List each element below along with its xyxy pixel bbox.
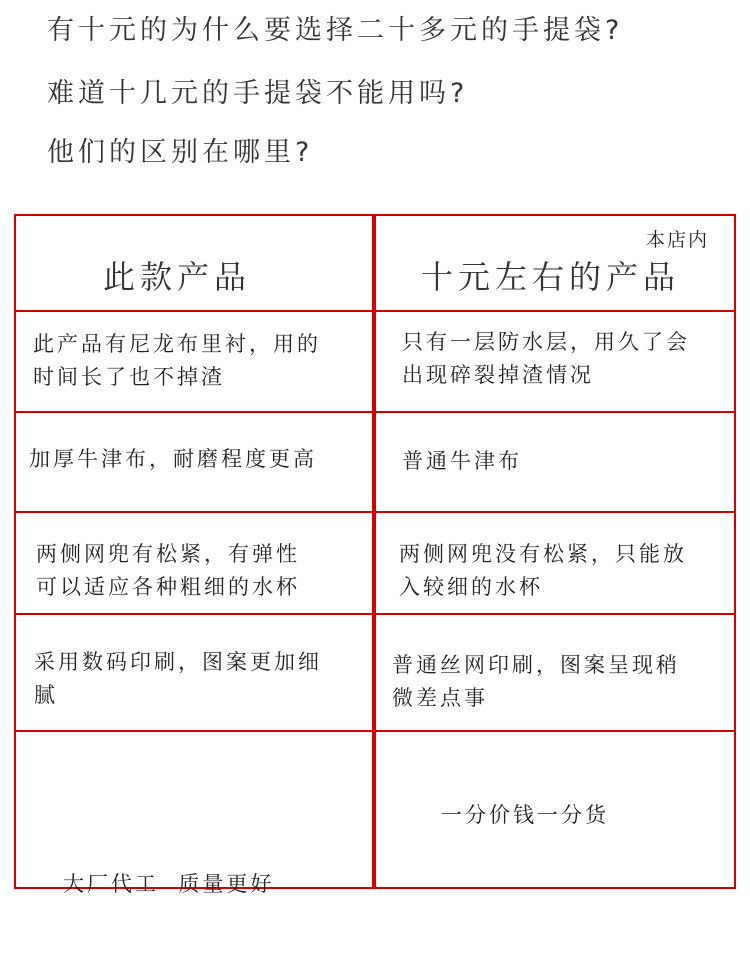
text-line: 可以适应各种粗细的水杯	[36, 575, 300, 599]
text-line: 时间长了也不掉渣	[33, 365, 225, 389]
row-4-right-text	[392, 649, 680, 715]
row-1-left-text	[33, 328, 321, 394]
intro-line-2: 难道十几元的手提袋不能用吗?	[47, 78, 469, 109]
row-5-left-text	[63, 802, 274, 967]
text-line: 采用数码印刷，图案更加细	[34, 650, 322, 674]
text-line: 两侧网兜没有松紧，只能放	[399, 542, 687, 566]
text-line: 普通牛津布	[402, 449, 522, 473]
text-line: 腻	[34, 683, 58, 707]
text-line: 微差点事	[392, 686, 488, 710]
comparison-table	[14, 214, 736, 896]
text-line: 普通丝网印刷，图案呈现稍	[392, 653, 680, 677]
text-line: 大厂代工 质量更好	[63, 872, 275, 896]
text-line: 一分价钱一分货	[441, 803, 609, 827]
row-divider	[16, 511, 734, 513]
row-3-left-text	[36, 538, 300, 604]
text-line: 出现碎裂掉渣情况	[402, 363, 594, 387]
row-4-left-text	[34, 646, 322, 712]
row-1-right-text	[402, 326, 690, 392]
text-line: 入较细的水杯	[399, 575, 543, 599]
row-divider	[16, 730, 734, 732]
text-line: 只有一层防水层，用久了会	[402, 330, 690, 354]
text-line: 加厚牛津布，耐磨程度更高	[29, 447, 317, 471]
row-3-right-text	[399, 538, 687, 604]
row-divider	[16, 613, 734, 615]
right-header-note: 本店内	[646, 229, 710, 251]
right-column-header: 十元左右的产品	[421, 258, 681, 296]
row-2-left-text	[29, 443, 317, 476]
row-5-right-text	[441, 799, 609, 832]
intro-line-3: 他们的区别在哪里?	[47, 137, 314, 168]
text-line: 两侧网兜有松紧，有弹性	[36, 542, 300, 566]
intro-line-1: 有十元的为什么要选择二十多元的手提袋?	[47, 15, 624, 46]
row-divider	[16, 411, 734, 413]
row-2-right-text	[402, 445, 522, 478]
left-column-header: 此款产品	[103, 258, 252, 296]
row-divider	[16, 310, 734, 312]
column-divider	[372, 216, 376, 887]
text-line: 此产品有尼龙布里衬，用的	[33, 332, 321, 356]
